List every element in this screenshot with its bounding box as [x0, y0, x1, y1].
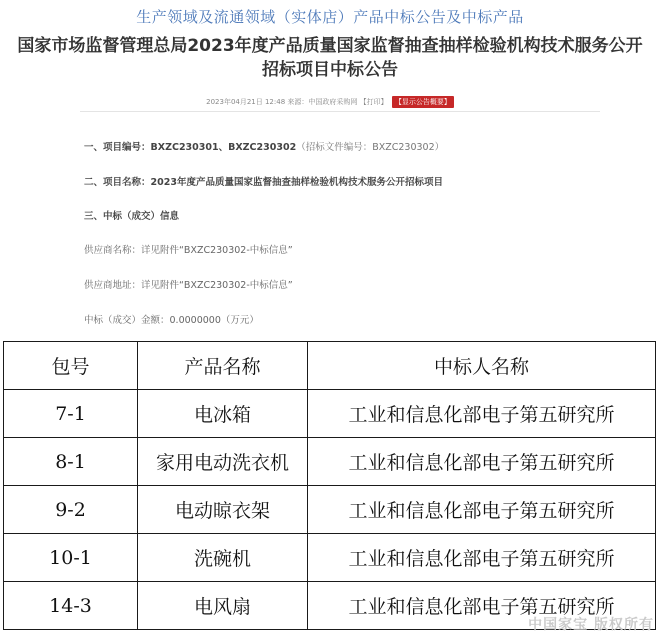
winner-name: 工业和信息化部电子第五研究所 [308, 390, 656, 438]
product-name: 电冰箱 [138, 390, 308, 438]
source-label: 来源：中国政府采购网 [287, 98, 358, 106]
table-row [4, 534, 656, 582]
announcement-title [8, 34, 652, 82]
winner-name: 工业和信息化部电子第五研究所 [308, 534, 656, 582]
package-no: 14-3 [4, 582, 138, 630]
print-link[interactable]: 【打印】 [359, 98, 388, 106]
divider [80, 111, 600, 112]
project-number-label: 一、项目编号： [84, 142, 151, 153]
product-name: 家用电动洗衣机 [138, 438, 308, 486]
summary-badge[interactable]: 【显示公告概要】 [392, 96, 454, 108]
winner-name: 工业和信息化部电子第五研究所 [308, 582, 656, 630]
title-line-2: 招标项目中标公告 [262, 60, 398, 80]
project-number: BXZC230301、BXZC230302 [150, 142, 297, 153]
table-header-row [4, 342, 656, 390]
project-name-line [84, 174, 443, 188]
watermark: 中国家宝 版权所有 [528, 617, 654, 633]
page-caption: 生产领域及流通领域（实体店）产品中标公告及中标产品 [136, 8, 524, 26]
project-name-label: 二、项目名称： [84, 177, 151, 188]
package-no: 8-1 [4, 438, 138, 486]
supplier-name: 供应商名称：详见附件“BXZC230302-中标信息” [84, 245, 293, 256]
award-table [3, 341, 656, 630]
package-no: 7-1 [4, 390, 138, 438]
award-amount: 中标（成交）金额：0.0000000（万元） [84, 315, 259, 326]
project-number-line [84, 139, 444, 153]
tender-doc-number: （招标文件编号：BXZC230302） [296, 142, 445, 153]
table-row [4, 438, 656, 486]
supplier-address: 供应商地址：详见附件“BXZC230302-中标信息” [84, 280, 293, 291]
header-package-no: 包号 [4, 342, 138, 390]
title-line-1: 国家市场监督管理总局2023年度产品质量国家监督抽查抽样检验机构技术服务公开 [17, 36, 643, 56]
table-row [4, 390, 656, 438]
product-name: 电风扇 [138, 582, 308, 630]
publish-date: 2023年04月21日 12:48 [206, 98, 286, 106]
project-name: 2023年度产品质量国家监督抽查抽样检验机构技术服务公开招标项目 [150, 177, 443, 188]
winner-name: 工业和信息化部电子第五研究所 [308, 438, 656, 486]
header-winner-name: 中标人名称 [308, 342, 656, 390]
table-row [4, 486, 656, 534]
meta-bar [0, 96, 660, 108]
winner-name: 工业和信息化部电子第五研究所 [308, 486, 656, 534]
product-name: 电动晾衣架 [138, 486, 308, 534]
product-name: 洗碗机 [138, 534, 308, 582]
header-product-name: 产品名称 [138, 342, 308, 390]
package-no: 9-2 [4, 486, 138, 534]
section-award-info: 三、中标（成交）信息 [84, 211, 180, 222]
package-no: 10-1 [4, 534, 138, 582]
